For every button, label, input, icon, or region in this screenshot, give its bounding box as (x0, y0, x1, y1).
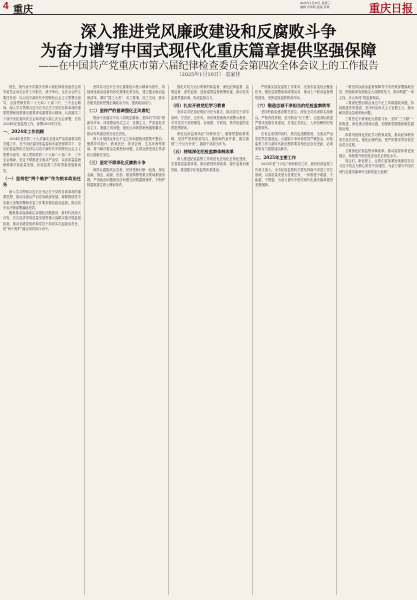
masthead-logo: 重庆日报 (369, 2, 413, 15)
byline-date: （2025年1月10日） 袁家佳 (176, 72, 241, 78)
header-bar (0, 0, 417, 15)
section-heading: （二）坚持严的基调强化正风肃纪 (87, 108, 150, 114)
subtitle: ——在中国共产党重庆市第六届纪律检查委员会第四次全体会议上的工作报告 (38, 61, 379, 72)
body-paragraph: 五要深化纪检监察体制改革，推动监督体系更加健全，持续提升规范化法治化正规化水平。 (339, 148, 414, 158)
section-heading: 二、2025年主要工作 (255, 154, 296, 160)
body-paragraph: 聚焦推动成渝地区双城经济圈建设、新时代西部大开发、长江经济带高质量发展等重大战略实施开展监督检查，推动各级党组织和党员干部切实扛起政治责任，把“两个维护”落实到具体行动中。 (3, 211, 81, 232)
body-paragraph: 同志们，新征程上，让我们更加紧密地团结在以习近平同志为核心的党中央周围，为奋力谱写中国式现代化重庆篇章作出新的更大贡献！ (339, 159, 414, 174)
section-name: 重庆 (13, 5, 33, 16)
body-paragraph: 在肯定成绩的同时，我们也清醒看到，全面从严治党依然任重道远，反腐败斗争形势依然严峻复杂，纪检监察工作与新时代新征程的要求相比还存在差距，必须采取有力措施加以解决。 (255, 131, 333, 152)
article-column-1 (3, 85, 81, 595)
article-column-3 (171, 85, 249, 595)
body-paragraph: 2025年是“十四五”规划收官之年，做好纪检监察工作意义重大。全市纪检监察机关要坚持稳中求进工作总基调，以高质量发展为首要任务，一体推进不敢腐、不能腐、不想腐，为奋力谱写中国式现代化重庆篇章提供坚强保障。 (255, 162, 333, 188)
page-number: 4 (3, 1, 9, 12)
body-paragraph: 锲而不舍落实中央八项规定精神，坚持纠“四风”树新风并举，持续整治形式主义、官僚主义，严肃查处享乐主义、奢靡之风问题，深化运用典型案例通报曝光，推动作风建设常态化长效化。 (87, 115, 165, 136)
article-column-2 (87, 85, 165, 595)
body-paragraph: 深化运用监督执纪“四种形态”，精准把握政策策略，坚持严管和厚爱结合、激励和约束并重，做实做细“三个区分开来”，激励干部担当作为。 (171, 131, 249, 147)
issue-date: 2025年1月15日 星期三 (300, 1, 331, 5)
section-heading: 一、2024年工作回顾 (3, 129, 44, 135)
headline-line-2: 为奋力谱写中国式现代化重庆篇章提供坚强保障 (40, 41, 377, 60)
article-column-5 (339, 85, 414, 595)
section-heading: （一）坚持把“两个维护”作为根本政治任务 (3, 175, 81, 188)
body-paragraph: 二要深化整治群众身边不正之风和腐败问题，持续推进作风建设，坚决纠治形式主义官僚主义，推动解决群众急难愁盼问题。 (339, 100, 414, 116)
body-paragraph: 坚持以学纪知纪明纪守纪为重点，推动党员干部学条例、守党纪、正作风，用好典型案例开展警示教育，引导党员干部知敬畏、存戒惧、守底线，筑牢拒腐防变的思想堤坝。 (171, 110, 249, 131)
column-divider (252, 85, 253, 595)
body-paragraph: 现在，我代表中共重庆市第六届纪律检查委员会常务委员会向全会作工作报告，请予审议。这次全会的主要任务是：以习近平新时代中国特色社会主义思想为指导，全面贯彻党的二十大和二十届二中、三中全会精神，深入学习贯彻习近平总书记关于党的自我革命的重要思想和视察重庆重要讲话重要指示精神，认真落实二十届中央纪委四次全会和市委六届七次全会部署，总结2024年纪检监察工作，部署2025年任务。 (3, 85, 81, 127)
body-paragraph: 坚持以习近平总书记重要指示批示精神为指引，持续深化政治监督具体化精准化常态化，建立健全政治监督清单，紧盯“国之大者”、市之要事、民之关切，推动各级党组织把握正确政治方向，提高政治能力。 (87, 85, 165, 105)
column-divider (336, 85, 337, 595)
body-paragraph: 保持反腐败高压态势，坚持受贿行贿一起查，深化金融、国企、能源、医药、粮食购销等重点领域系统治理，严查政治问题和经济问题交织的腐败案件，不断铲除腐败滋生的土壤和条件。 (87, 167, 165, 188)
column-divider (168, 85, 169, 595)
section-heading: （四）扎实开展党纪学习教育 (171, 102, 226, 108)
section-heading: （六）锻造忠诚干净担当的纪检监察铁军 (255, 102, 331, 108)
body-paragraph: 四要巩固深化党纪学习教育成果，推动纪律教育常态化长效化，强化纪律约束，把严的要求贯穿管党治党全过程。 (339, 132, 414, 148)
section-heading: （三）坚定不移深化反腐败斗争 (87, 160, 146, 166)
body-paragraph: 深入学习贯彻习近平总书记关于党的自我革命的重要思想，推动全面从严治党向纵深发展。紧紧围绕党中央重大决策部署和市委工作要求强化政治监督，推动党中央决策部署落地见效。 (3, 189, 81, 210)
issue-editors: 编辑 余鸿明 美编 郑典 (300, 5, 330, 9)
body-paragraph: 2024年是党的二十大后落实全面从严治党新要求的关键之年，在中央纪委国家监委和市委坚强领导下，全市纪检监察机关坚持以习近平新时代中国特色社会主义思想为指导，深入贯彻党的二十大和二十届二中、三中全会精神，坚定不移推进全面从严治党，以高质量监督保障重庆高质量发展，纪检监察工作取得新进展新成效。 (3, 136, 81, 173)
body-paragraph: 一要坚持以政治监督保障党中央决策部署落地见效，围绕改革发展稳定大局精准发力，推动构建“一条主线、多元协同”的监督格局。 (339, 85, 414, 100)
column-divider (84, 85, 85, 595)
article-column-4 (255, 85, 333, 595)
body-paragraph: 严格落实巡视巡察工作要求，完成市委巡视全覆盖任务，强化巡视整改和成果运用，推动上下联动监督网络建设，发挥巡视巡察利剑作用。 (255, 85, 333, 100)
headline-line-1: 深入推进党风廉政建设和反腐败斗争 (80, 22, 337, 41)
body-paragraph: 强化对权力运行的制约和监督，深化纪律监督、监察监督、派驻监督、巡视巡察监督统筹衔接，推动各类监督贯通协调，形成监督合力。 (171, 85, 249, 100)
body-paragraph: 三要坚定不移深化反腐败斗争，坚持“三不腐”一体推进，深化重点领域反腐，加强新型腐败和隐性腐败治理。 (339, 116, 414, 132)
body-paragraph: 坚持把政治建设摆在首位，深化全员培训和实战练兵，严格内控机制，坚决防治“灯下黑”，以更高标准更严要求加强自身建设，打造让党放心、人民信赖的纪检监察铁军。 (255, 110, 333, 131)
body-paragraph: 深入开展群众身边不正之风和腐败问题集中整治，聚焦乡村振兴、教育医疗、养老社保、生态环保等领域，着力解决群众急难愁盼问题，让群众感受到正风肃纪反腐就在身边。 (87, 136, 165, 157)
issue-meta (300, 1, 331, 9)
body-paragraph: 深入推进纪检监察工作规范化法治化正规化建设，完善基层监督体系，推动派驻机构改革，提升监督治理效能，推进数字纪检监察体系建设。 (171, 156, 249, 172)
section-heading: （五）持续深化纪检监察体制改革 (171, 149, 234, 155)
